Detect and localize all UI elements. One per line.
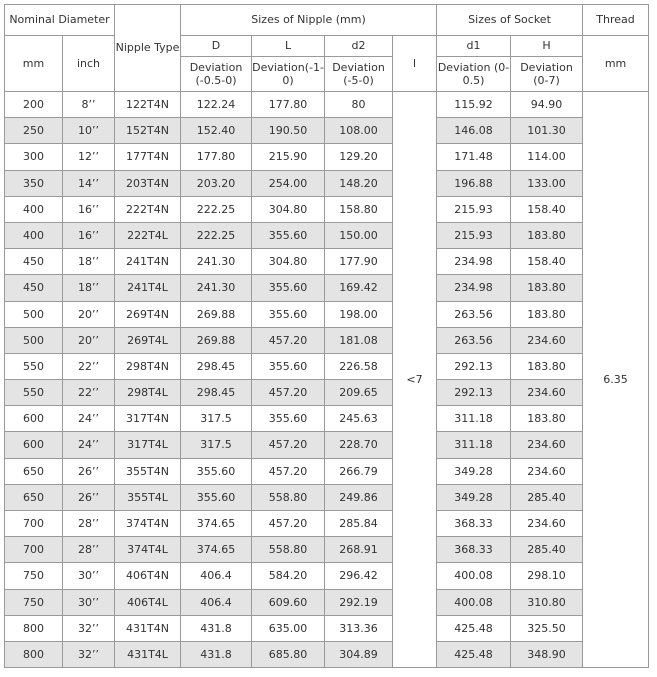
cell-type: 269T4N — [115, 301, 181, 327]
cell-d: 431.8 — [181, 641, 252, 667]
cell-h: 310.80 — [511, 589, 583, 615]
cell-mm: 350 — [5, 170, 63, 196]
cell-d1: 196.88 — [437, 170, 511, 196]
cell-l: 584.20 — [252, 563, 325, 589]
cell-d2: 292.19 — [325, 589, 393, 615]
cell-d1: 400.08 — [437, 589, 511, 615]
cell-d2: 80 — [325, 92, 393, 118]
cell-d2: 209.65 — [325, 380, 393, 406]
cell-d: 152.40 — [181, 118, 252, 144]
cell-inch: 28’’ — [63, 537, 115, 563]
cell-h: 94.90 — [511, 92, 583, 118]
cell-inch: 18’’ — [63, 275, 115, 301]
header-D-deviation: Deviation (-0.5-0) — [181, 57, 252, 92]
cell-type: 177T4N — [115, 144, 181, 170]
table-row — [5, 641, 649, 667]
cell-mm: 400 — [5, 222, 63, 248]
header-mm: mm — [5, 36, 63, 92]
cell-d: 298.45 — [181, 380, 252, 406]
table-row — [5, 589, 649, 615]
cell-mm: 450 — [5, 275, 63, 301]
cell-inch: 32’’ — [63, 641, 115, 667]
table-row — [5, 222, 649, 248]
cell-l: 457.20 — [252, 380, 325, 406]
cell-mm: 600 — [5, 406, 63, 432]
thread-merged-value: 6.35 — [583, 92, 649, 668]
header-thread-unit: mm — [583, 36, 649, 92]
header-H: H — [511, 36, 583, 57]
cell-h: 158.40 — [511, 196, 583, 222]
cell-type: 374T4N — [115, 511, 181, 537]
table-row — [5, 170, 649, 196]
cell-h: 101.30 — [511, 118, 583, 144]
cell-d2: 108.00 — [325, 118, 393, 144]
table-row — [5, 353, 649, 379]
cell-d2: 266.79 — [325, 458, 393, 484]
cell-d: 406.4 — [181, 589, 252, 615]
cell-l: 355.60 — [252, 406, 325, 432]
header-L: L — [252, 36, 325, 57]
cell-d: 122.24 — [181, 92, 252, 118]
cell-d1: 311.18 — [437, 432, 511, 458]
cell-inch: 28’’ — [63, 511, 115, 537]
table-row — [5, 380, 649, 406]
cell-type: 317T4N — [115, 406, 181, 432]
cell-type: 152T4N — [115, 118, 181, 144]
cell-l: 304.80 — [252, 196, 325, 222]
cell-inch: 20’’ — [63, 301, 115, 327]
cell-d2: 268.91 — [325, 537, 393, 563]
cell-d1: 115.92 — [437, 92, 511, 118]
header-L-deviation: Deviation(-1-0) — [252, 57, 325, 92]
cell-d: 222.25 — [181, 196, 252, 222]
cell-l: 685.80 — [252, 641, 325, 667]
cell-h: 234.60 — [511, 432, 583, 458]
header-H-deviation: Deviation (0-7) — [511, 57, 583, 92]
cell-inch: 26’’ — [63, 458, 115, 484]
cell-l: 215.90 — [252, 144, 325, 170]
header-d2-deviation: Deviation (-5-0) — [325, 57, 393, 92]
cell-inch: 18’’ — [63, 249, 115, 275]
cell-d2: 228.70 — [325, 432, 393, 458]
nipple-socket-spec-table — [4, 4, 649, 668]
cell-h: 285.40 — [511, 537, 583, 563]
cell-h: 114.00 — [511, 144, 583, 170]
cell-l: 558.80 — [252, 484, 325, 510]
table-row — [5, 144, 649, 170]
cell-mm: 600 — [5, 432, 63, 458]
cell-d1: 368.33 — [437, 537, 511, 563]
cell-l: 190.50 — [252, 118, 325, 144]
cell-l: 177.80 — [252, 92, 325, 118]
cell-h: 183.80 — [511, 222, 583, 248]
cell-h: 234.60 — [511, 511, 583, 537]
cell-h: 325.50 — [511, 615, 583, 641]
cell-inch: 30’’ — [63, 589, 115, 615]
cell-d1: 171.48 — [437, 144, 511, 170]
cell-mm: 450 — [5, 249, 63, 275]
cell-d: 177.80 — [181, 144, 252, 170]
cell-l: 635.00 — [252, 615, 325, 641]
cell-type: 203T4N — [115, 170, 181, 196]
cell-mm: 550 — [5, 380, 63, 406]
table-row — [5, 615, 649, 641]
header-inch: inch — [63, 36, 115, 92]
cell-mm: 700 — [5, 537, 63, 563]
cell-d2: 296.42 — [325, 563, 393, 589]
cell-mm: 700 — [5, 511, 63, 537]
cell-inch: 24’’ — [63, 432, 115, 458]
cell-d1: 349.28 — [437, 484, 511, 510]
table-row — [5, 92, 649, 118]
cell-d2: 249.86 — [325, 484, 393, 510]
cell-d: 317.5 — [181, 406, 252, 432]
cell-d: 317.5 — [181, 432, 252, 458]
table-row — [5, 301, 649, 327]
cell-type: 122T4N — [115, 92, 181, 118]
cell-d2: 158.80 — [325, 196, 393, 222]
cell-h: 183.80 — [511, 275, 583, 301]
table-row — [5, 327, 649, 353]
cell-d2: 285.84 — [325, 511, 393, 537]
cell-inch: 22’’ — [63, 380, 115, 406]
cell-mm: 250 — [5, 118, 63, 144]
header-nominal-diameter: Nominal Diameter — [5, 5, 115, 36]
cell-h: 234.60 — [511, 380, 583, 406]
header-D: D — [181, 36, 252, 57]
cell-l: 355.60 — [252, 353, 325, 379]
cell-d2: 148.20 — [325, 170, 393, 196]
table-row — [5, 275, 649, 301]
cell-type: 222T4N — [115, 196, 181, 222]
table-row — [5, 458, 649, 484]
l-merged-value: <7 — [393, 92, 437, 668]
cell-d2: 177.90 — [325, 249, 393, 275]
cell-d1: 425.48 — [437, 615, 511, 641]
cell-type: 355T4L — [115, 484, 181, 510]
header-nipple-type: Nipple Type — [115, 5, 181, 92]
cell-mm: 800 — [5, 615, 63, 641]
cell-inch: 8’’ — [63, 92, 115, 118]
cell-d1: 263.56 — [437, 301, 511, 327]
header-d1-deviation: Deviation (0-0.5) — [437, 57, 511, 92]
cell-d: 203.20 — [181, 170, 252, 196]
cell-l: 355.60 — [252, 301, 325, 327]
cell-d2: 129.20 — [325, 144, 393, 170]
cell-inch: 24’’ — [63, 406, 115, 432]
cell-h: 234.60 — [511, 458, 583, 484]
cell-mm: 750 — [5, 563, 63, 589]
header-sizes-of-nipple: Sizes of Nipple (mm) — [181, 5, 437, 36]
cell-mm: 650 — [5, 458, 63, 484]
cell-d1: 368.33 — [437, 511, 511, 537]
table-row — [5, 249, 649, 275]
cell-d1: 215.93 — [437, 222, 511, 248]
cell-d: 298.45 — [181, 353, 252, 379]
header-sizes-of-socket: Sizes of Socket — [437, 5, 583, 36]
cell-d1: 292.13 — [437, 353, 511, 379]
table-row — [5, 196, 649, 222]
header-l: l — [393, 36, 437, 92]
table-header — [5, 5, 649, 92]
cell-type: 298T4N — [115, 353, 181, 379]
cell-type: 431T4L — [115, 641, 181, 667]
cell-d2: 313.36 — [325, 615, 393, 641]
table-row — [5, 406, 649, 432]
cell-h: 158.40 — [511, 249, 583, 275]
cell-d2: 181.08 — [325, 327, 393, 353]
cell-h: 285.40 — [511, 484, 583, 510]
cell-h: 348.90 — [511, 641, 583, 667]
cell-type: 269T4L — [115, 327, 181, 353]
cell-mm: 500 — [5, 327, 63, 353]
cell-l: 457.20 — [252, 327, 325, 353]
cell-l: 558.80 — [252, 537, 325, 563]
cell-d1: 349.28 — [437, 458, 511, 484]
cell-h: 183.80 — [511, 406, 583, 432]
header-d2: d2 — [325, 36, 393, 57]
cell-mm: 550 — [5, 353, 63, 379]
cell-d: 355.60 — [181, 458, 252, 484]
cell-d2: 245.63 — [325, 406, 393, 432]
cell-mm: 800 — [5, 641, 63, 667]
cell-l: 355.60 — [252, 222, 325, 248]
cell-inch: 16’’ — [63, 196, 115, 222]
table-row — [5, 118, 649, 144]
cell-d: 406.4 — [181, 563, 252, 589]
cell-d2: 304.89 — [325, 641, 393, 667]
cell-d1: 146.08 — [437, 118, 511, 144]
table-row — [5, 432, 649, 458]
cell-d: 269.88 — [181, 327, 252, 353]
cell-type: 222T4L — [115, 222, 181, 248]
cell-inch: 32’’ — [63, 615, 115, 641]
table-row — [5, 537, 649, 563]
table-row — [5, 484, 649, 510]
header-thread: Thread — [583, 5, 649, 36]
cell-l: 304.80 — [252, 249, 325, 275]
cell-h: 133.00 — [511, 170, 583, 196]
table-body — [5, 92, 649, 668]
cell-d1: 292.13 — [437, 380, 511, 406]
cell-type: 241T4L — [115, 275, 181, 301]
cell-mm: 750 — [5, 589, 63, 615]
cell-inch: 26’’ — [63, 484, 115, 510]
cell-inch: 10’’ — [63, 118, 115, 144]
cell-type: 317T4L — [115, 432, 181, 458]
cell-type: 355T4N — [115, 458, 181, 484]
cell-d: 269.88 — [181, 301, 252, 327]
cell-d1: 400.08 — [437, 563, 511, 589]
cell-d2: 198.00 — [325, 301, 393, 327]
cell-type: 241T4N — [115, 249, 181, 275]
cell-d: 431.8 — [181, 615, 252, 641]
cell-d: 374.65 — [181, 511, 252, 537]
cell-d1: 311.18 — [437, 406, 511, 432]
cell-d1: 425.48 — [437, 641, 511, 667]
cell-inch: 20’’ — [63, 327, 115, 353]
cell-l: 457.20 — [252, 511, 325, 537]
cell-type: 374T4L — [115, 537, 181, 563]
cell-d: 374.65 — [181, 537, 252, 563]
cell-inch: 14’’ — [63, 170, 115, 196]
cell-h: 183.80 — [511, 301, 583, 327]
cell-d1: 234.98 — [437, 275, 511, 301]
cell-l: 457.20 — [252, 458, 325, 484]
cell-inch: 16’’ — [63, 222, 115, 248]
cell-mm: 650 — [5, 484, 63, 510]
cell-l: 254.00 — [252, 170, 325, 196]
table-row — [5, 563, 649, 589]
cell-inch: 22’’ — [63, 353, 115, 379]
cell-l: 609.60 — [252, 589, 325, 615]
cell-d1: 263.56 — [437, 327, 511, 353]
cell-h: 298.10 — [511, 563, 583, 589]
header-d1: d1 — [437, 36, 511, 57]
cell-h: 234.60 — [511, 327, 583, 353]
cell-d: 241.30 — [181, 249, 252, 275]
table-row — [5, 511, 649, 537]
cell-l: 457.20 — [252, 432, 325, 458]
cell-mm: 200 — [5, 92, 63, 118]
cell-inch: 30’’ — [63, 563, 115, 589]
cell-type: 406T4N — [115, 563, 181, 589]
cell-d1: 234.98 — [437, 249, 511, 275]
cell-d: 241.30 — [181, 275, 252, 301]
cell-d: 355.60 — [181, 484, 252, 510]
cell-type: 298T4L — [115, 380, 181, 406]
cell-inch: 12’’ — [63, 144, 115, 170]
cell-mm: 300 — [5, 144, 63, 170]
cell-d2: 226.58 — [325, 353, 393, 379]
cell-mm: 400 — [5, 196, 63, 222]
cell-type: 406T4L — [115, 589, 181, 615]
cell-h: 183.80 — [511, 353, 583, 379]
cell-d2: 169.42 — [325, 275, 393, 301]
cell-d2: 150.00 — [325, 222, 393, 248]
cell-d: 222.25 — [181, 222, 252, 248]
cell-d1: 215.93 — [437, 196, 511, 222]
cell-l: 355.60 — [252, 275, 325, 301]
cell-mm: 500 — [5, 301, 63, 327]
cell-type: 431T4N — [115, 615, 181, 641]
